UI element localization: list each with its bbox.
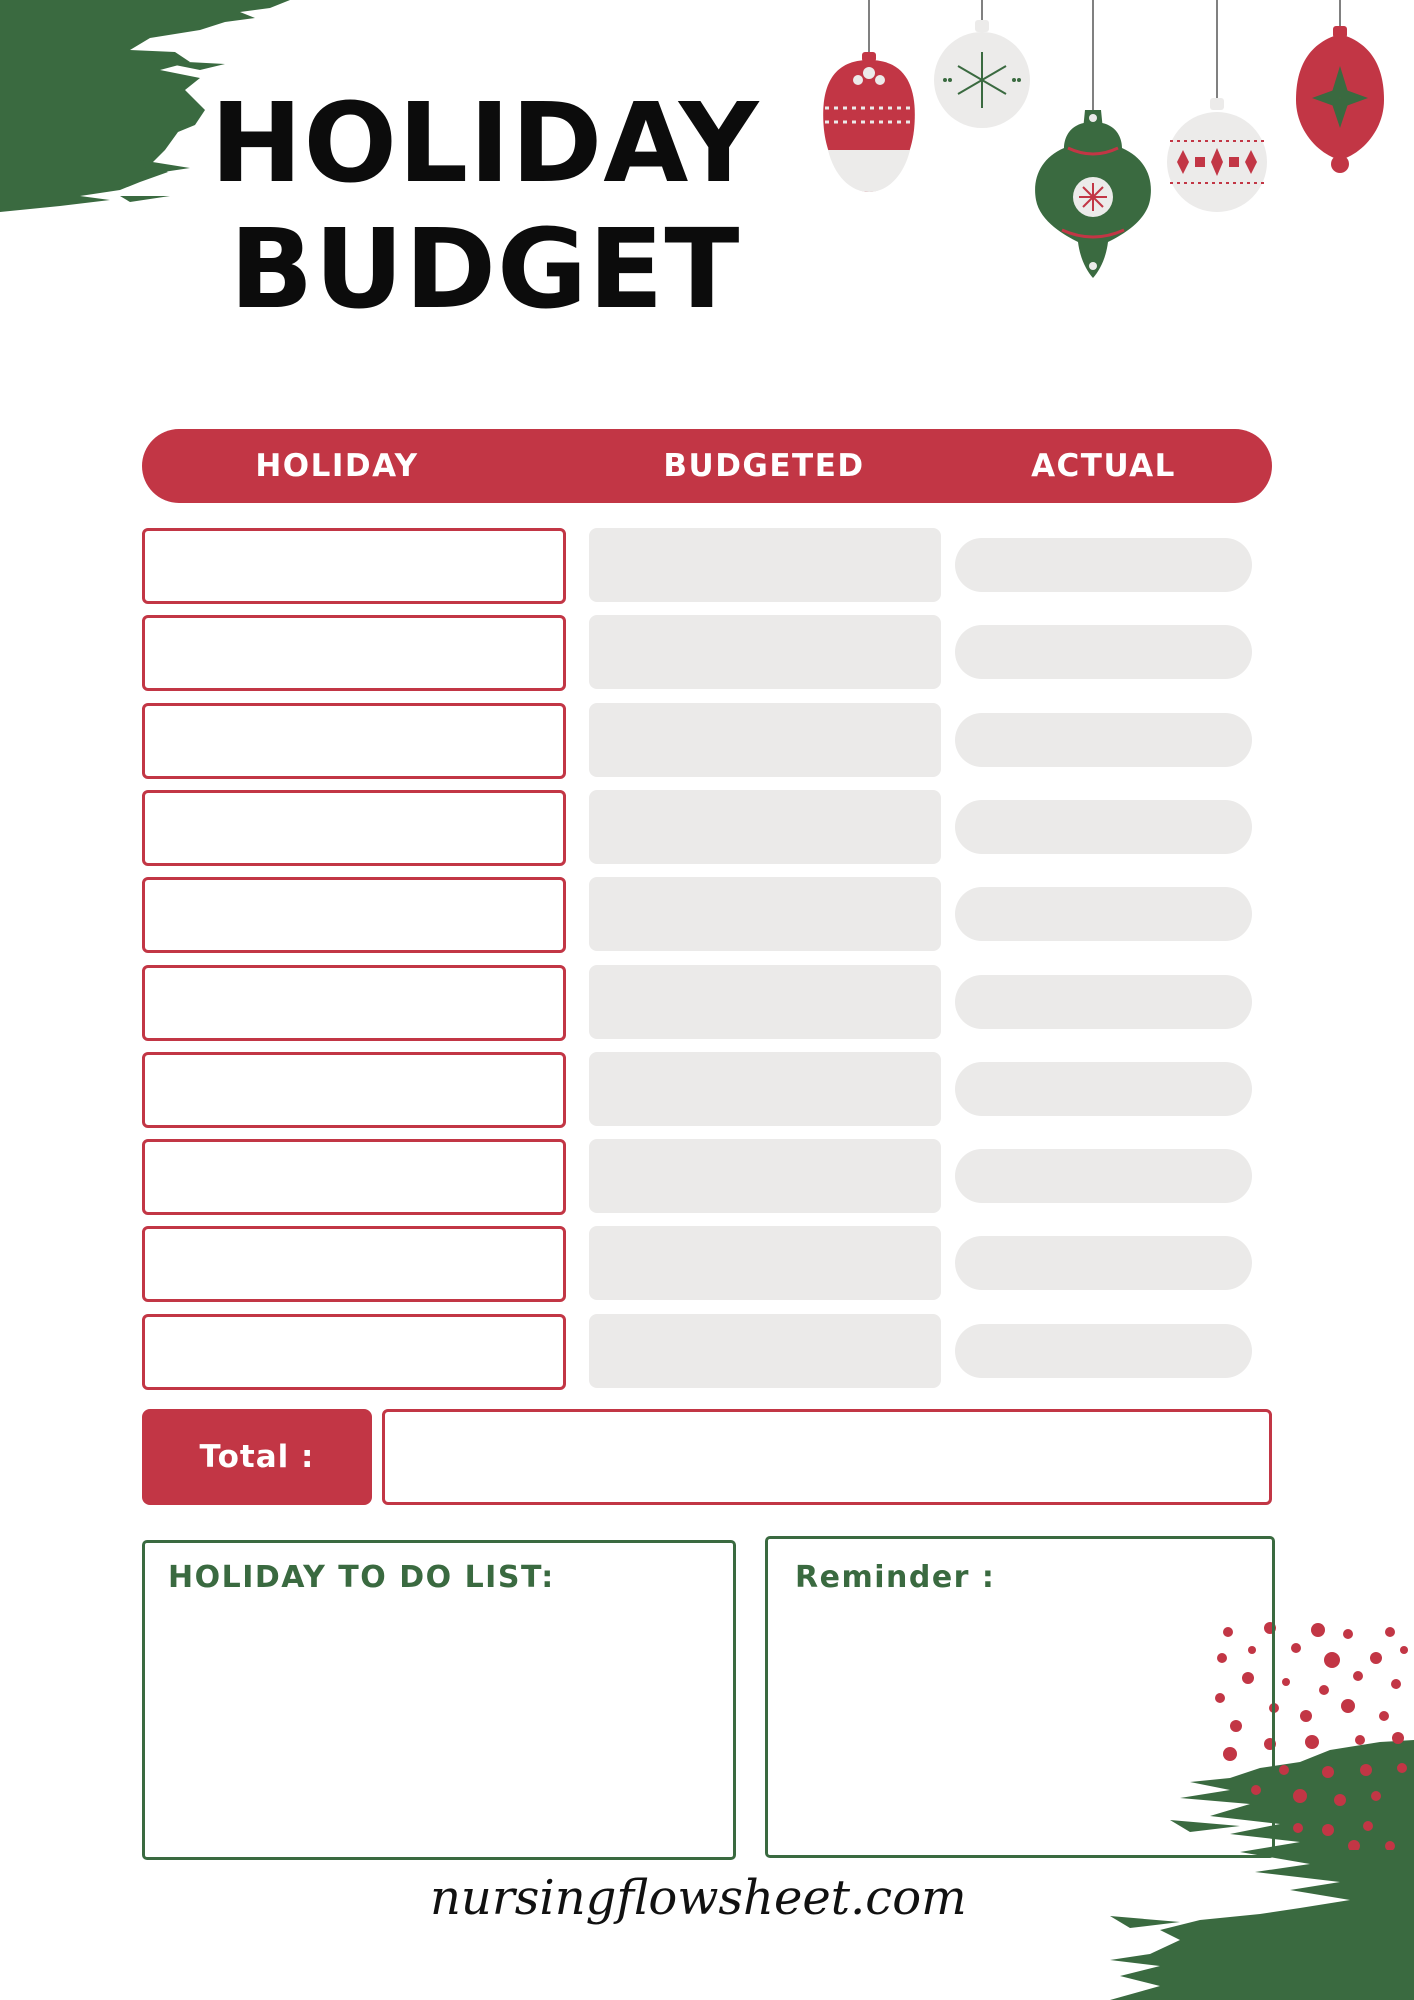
ornament-white-nordic-icon [1167,0,1267,212]
budgeted-cell[interactable] [589,1226,941,1300]
actual-cell[interactable] [955,800,1252,854]
todo-list-title: HOLIDAY TO DO LIST: [168,1560,555,1595]
table-row [0,877,1414,951]
ornaments-decoration [800,0,1414,290]
expense-cell[interactable] [142,1314,566,1390]
actual-cell[interactable] [955,1236,1252,1290]
actual-cell[interactable] [955,887,1252,941]
total-label: Total : [142,1409,372,1505]
budgeted-cell[interactable] [589,703,941,777]
expense-cell[interactable] [142,528,566,604]
budgeted-cell[interactable] [589,528,941,602]
ornament-red-striped-icon [823,0,915,192]
ornament-white-snowflake-icon [934,0,1030,128]
header-budgeted: BUDGETED [663,448,865,484]
expense-cell[interactable] [142,877,566,953]
table-row [0,703,1414,777]
table-header [142,429,1272,503]
actual-cell[interactable] [955,1062,1252,1116]
footer-site-name: nursingflowsheet.com [430,1870,967,1926]
expense-cell[interactable] [142,790,566,866]
budgeted-cell[interactable] [589,1139,941,1213]
reminder-title: Reminder : [795,1560,996,1595]
table-row [0,1314,1414,1388]
header-holiday-expense: HOLIDAY [255,448,419,484]
expense-cell[interactable] [142,965,566,1041]
table-row [0,615,1414,689]
total-field[interactable] [382,1409,1272,1505]
table-row [0,528,1414,602]
table-row [0,965,1414,1039]
actual-cell[interactable] [955,975,1252,1029]
expense-cell[interactable] [142,615,566,691]
table-row [0,1052,1414,1126]
actual-cell[interactable] [955,625,1252,679]
budgeted-cell[interactable] [589,877,941,951]
expense-cell[interactable] [142,1139,566,1215]
expense-cell[interactable] [142,1226,566,1302]
page-title-line-1: HOLIDAY [210,79,760,207]
actual-cell[interactable] [955,1324,1252,1378]
budgeted-cell[interactable] [589,790,941,864]
actual-cell[interactable] [955,538,1252,592]
budgeted-cell[interactable] [589,615,941,689]
header-actual: ACTUAL [1031,448,1176,484]
budgeted-cell[interactable] [589,965,941,1039]
ornament-green-finial-icon [1035,0,1151,278]
expense-cell[interactable] [142,1052,566,1128]
page-title-line-2: BUDGET [229,205,741,333]
table-row [0,790,1414,864]
actual-cell[interactable] [955,713,1252,767]
actual-cell[interactable] [955,1149,1252,1203]
table-row [0,1226,1414,1300]
expense-cell[interactable] [142,703,566,779]
budgeted-cell[interactable] [589,1314,941,1388]
ornament-red-star-icon [1296,0,1384,173]
budgeted-cell[interactable] [589,1052,941,1126]
table-row [0,1139,1414,1213]
